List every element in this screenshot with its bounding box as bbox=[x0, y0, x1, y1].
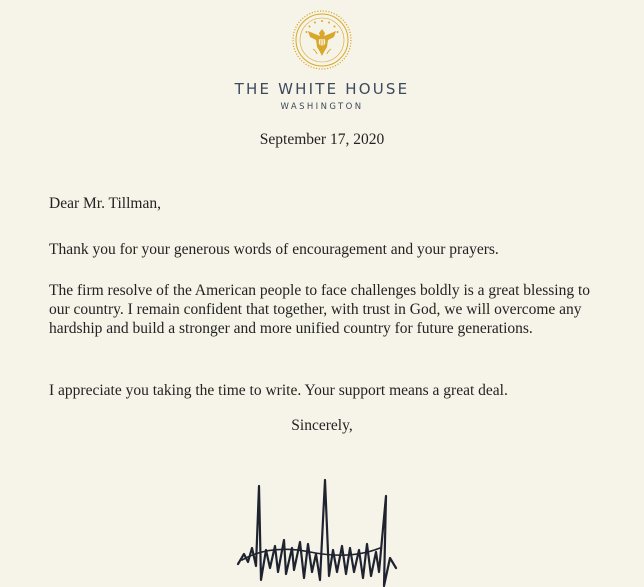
presidential-seal-icon bbox=[291, 9, 353, 71]
letterhead-subtitle: WASHINGTON bbox=[280, 102, 364, 112]
letterhead-title: THE WHITE HOUSE bbox=[234, 80, 410, 98]
body-paragraph-1: Thank you for your generous words of encouragement and your prayers. bbox=[49, 241, 499, 258]
closing: Sincerely, bbox=[291, 417, 353, 434]
body-paragraph-2: The firm resolve of the American people to face challenges boldly is a great blessing to our country. I remain confident that together, with trust in God, we will overcome any hardship and build a stronger and more unified country for future generations. bbox=[49, 282, 591, 337]
handwritten-signature-icon bbox=[230, 468, 400, 587]
salutation: Dear Mr. Tillman, bbox=[49, 195, 161, 212]
letter-date: September 17, 2020 bbox=[259, 131, 385, 148]
body-paragraph-3: I appreciate you taking the time to write. Your support means a great deal. bbox=[49, 382, 508, 399]
